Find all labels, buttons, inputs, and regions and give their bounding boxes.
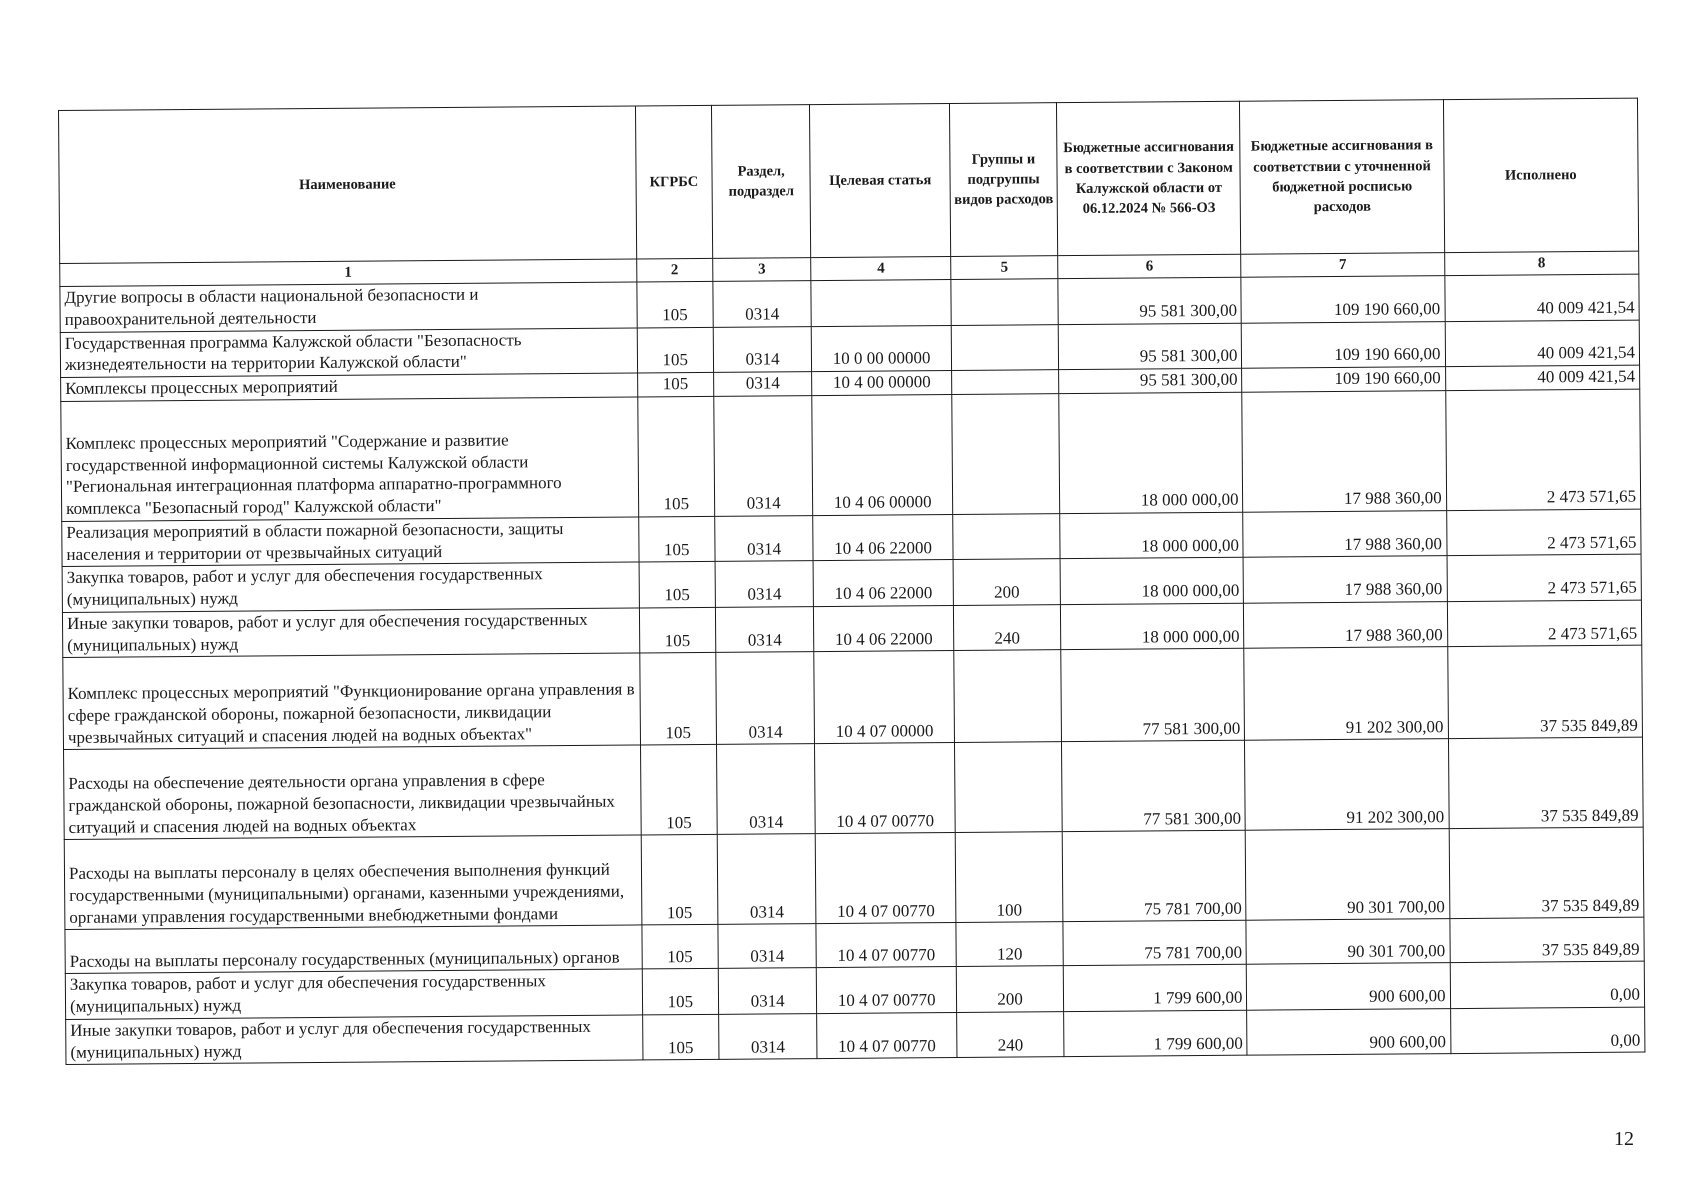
row-group: 120	[956, 922, 1063, 967]
row-group	[953, 513, 1060, 559]
column-number: 3	[713, 258, 811, 282]
table-row	[63, 645, 1643, 749]
row-name: Комплекс процессных мероприятий "Функционирование органа управления в сфере гражданской обороны, пожарной безопасности, ликвидации чрезвычайных ситуаций и спасения людей на водных объектах"	[63, 653, 640, 750]
row-group	[954, 650, 1062, 743]
budget-sheet	[58, 110, 1641, 1065]
row-kgrbs: 105	[637, 396, 714, 517]
header-law: Бюджетные ассигнования в соответствии с Законом Калужской области от 06.12.2024 № 566-ОЗ	[1057, 101, 1242, 255]
row-refined-amount: 109 190 660,00	[1242, 367, 1445, 392]
column-number: 7	[1241, 253, 1444, 278]
row-kgrbs: 105	[641, 835, 718, 926]
row-law-amount: 95 581 300,00	[1059, 368, 1243, 393]
row-target: 10 4 06 22000	[813, 560, 953, 607]
row-section: 0314	[719, 1013, 818, 1059]
row-section: 0314	[718, 968, 817, 1014]
column-number: 4	[811, 256, 951, 280]
row-target: 10 4 07 00770	[817, 1012, 957, 1059]
row-section: 0314	[714, 372, 812, 397]
column-number: 1	[60, 259, 637, 287]
row-refined-amount: 90 301 700,00	[1246, 829, 1450, 921]
row-law-amount: 77 581 300,00	[1061, 648, 1245, 741]
row-executed-amount: 37 535 849,89	[1449, 827, 1644, 919]
table-row	[61, 389, 1641, 521]
row-name: Реализация мероприятий в области пожарной безопасности, защиты населения и территории от чрезвычайных ситуаций	[62, 517, 639, 567]
row-kgrbs: 105	[639, 607, 716, 653]
row-executed-amount: 37 535 849,89	[1447, 645, 1642, 739]
row-executed-amount: 40 009 421,54	[1445, 320, 1640, 367]
row-refined-amount: 91 202 300,00	[1244, 647, 1448, 741]
row-section: 0314	[715, 561, 814, 607]
header-kgrbs: КГРБС	[635, 105, 713, 259]
row-group: 240	[953, 604, 1060, 650]
row-section: 0314	[717, 834, 816, 925]
table-row	[64, 737, 1644, 839]
row-target: 10 4 00 00000	[812, 370, 952, 395]
row-name: Иные закупки товаров, работ и услуг для обеспечения государственных (муниципальных) нужд	[62, 608, 639, 658]
row-group: 100	[955, 832, 1063, 923]
row-law-amount: 75 781 700,00	[1062, 830, 1246, 921]
row-law-amount: 18 000 000,00	[1060, 512, 1244, 559]
row-group	[951, 324, 1058, 370]
row-group	[952, 370, 1059, 395]
row-section: 0314	[713, 281, 812, 327]
row-target: 10 4 07 00770	[815, 833, 955, 924]
row-refined-amount: 90 301 700,00	[1246, 919, 1449, 965]
row-refined-amount: 900 600,00	[1247, 963, 1450, 1010]
row-law-amount: 95 581 300,00	[1058, 323, 1242, 370]
row-name: Комплекс процессных мероприятий "Содержание и развитие государственной информационной системы Калужской области "Региональная интеграционная платформа аппаратно-программного комплекса "Безопасный город" Калужской области"	[61, 397, 638, 522]
header-name: Наименование	[59, 106, 637, 264]
row-executed-amount: 40 009 421,54	[1444, 274, 1639, 321]
header-refined: Бюджетные ассигнования в соответствии с уточненной бюджетной росписью расходов	[1240, 100, 1444, 255]
row-law-amount: 18 000 000,00	[1060, 603, 1244, 650]
row-kgrbs: 105	[636, 281, 713, 327]
row-target: 10 4 06 00000	[812, 394, 953, 515]
row-kgrbs: 105	[641, 925, 718, 970]
row-name: Закупка товаров, работ и услуг для обеспечения государственных (муниципальных) нужд	[62, 562, 639, 612]
row-section: 0314	[715, 606, 814, 652]
row-law-amount: 95 581 300,00	[1058, 277, 1242, 324]
row-kgrbs: 105	[639, 562, 716, 608]
row-target: 10 4 06 22000	[813, 514, 953, 561]
row-name: Расходы на выплаты персоналу в целях обеспечения выполнения функций государственными (муниципальными) органами, казенными учреждениями, органами управления государственными внебюджетными фондами	[64, 835, 641, 930]
row-name: Комплексы процессных мероприятий	[61, 373, 638, 401]
row-section: 0314	[716, 652, 815, 745]
page-number: 12	[1614, 1128, 1634, 1150]
row-target: 10 4 07 00770	[817, 967, 957, 1014]
row-executed-amount: 0,00	[1450, 1007, 1645, 1054]
row-target: 10 4 07 00000	[814, 651, 954, 744]
row-name: Другие вопросы в области национальной безопасности и правоохранительной деятельности	[60, 282, 637, 332]
row-section: 0314	[717, 744, 816, 835]
row-group: 200	[956, 966, 1063, 1012]
row-group	[955, 742, 1063, 833]
row-target: 10 4 06 22000	[814, 605, 954, 652]
row-target: 10 4 07 00770	[816, 923, 956, 968]
row-kgrbs: 105	[640, 745, 717, 836]
column-number: 5	[951, 256, 1058, 280]
row-executed-amount: 40 009 421,54	[1445, 365, 1640, 390]
row-kgrbs: 105	[637, 372, 714, 396]
row-law-amount: 1 799 600,00	[1064, 1010, 1248, 1057]
row-refined-amount: 109 190 660,00	[1242, 321, 1445, 368]
row-law-amount: 75 781 700,00	[1063, 920, 1247, 965]
row-section: 0314	[718, 924, 817, 969]
column-number: 6	[1058, 254, 1242, 278]
row-law-amount: 18 000 000,00	[1059, 392, 1243, 513]
row-kgrbs: 105	[642, 969, 719, 1015]
column-number: 2	[636, 258, 713, 282]
table-header-row	[59, 98, 1639, 263]
row-group: 200	[953, 559, 1060, 605]
row-kgrbs: 105	[637, 327, 714, 373]
row-law-amount: 18 000 000,00	[1060, 557, 1244, 604]
row-section: 0314	[714, 395, 813, 516]
row-refined-amount: 900 600,00	[1247, 1008, 1450, 1055]
row-law-amount: 1 799 600,00	[1063, 964, 1247, 1011]
row-name: Иные закупки товаров, работ и услуг для обеспечения государственных (муниципальных) нужд	[66, 1015, 643, 1065]
header-target: Целевая статья	[810, 103, 951, 257]
row-target: 10 0 00 00000	[811, 325, 951, 372]
row-kgrbs: 105	[642, 1014, 719, 1060]
row-executed-amount: 37 535 849,89	[1448, 737, 1643, 829]
column-number: 8	[1444, 251, 1639, 276]
row-kgrbs: 105	[638, 516, 715, 562]
row-name: Государственная программа Калужской области "Безопасность жизнедеятельности на территории Калужской области"	[60, 327, 637, 377]
row-refined-amount: 109 190 660,00	[1241, 276, 1444, 323]
header-executed: Исполнено	[1443, 98, 1639, 253]
row-law-amount: 77 581 300,00	[1062, 740, 1246, 831]
row-refined-amount: 17 988 360,00	[1243, 510, 1446, 557]
header-groups: Группы и подгруппы видов расходов	[950, 103, 1058, 257]
row-section: 0314	[715, 515, 814, 561]
header-section: Раздел, подраздел	[711, 105, 810, 259]
row-group	[951, 279, 1058, 325]
row-executed-amount: 37 535 849,89	[1449, 917, 1644, 963]
row-executed-amount: 2 473 571,65	[1447, 554, 1642, 601]
row-refined-amount: 17 988 360,00	[1244, 556, 1447, 603]
row-refined-amount: 91 202 300,00	[1245, 739, 1449, 831]
row-executed-amount: 2 473 571,65	[1447, 600, 1642, 647]
row-executed-amount: 2 473 571,65	[1446, 509, 1641, 556]
row-name: Расходы на обеспечение деятельности органа управления в сфере гражданской обороны, пожарной безопасности, ликвидации чрезвычайных ситуаций и спасения людей на водных объектах	[64, 745, 641, 840]
row-executed-amount: 0,00	[1450, 961, 1645, 1008]
row-name: Расходы на выплаты персоналу государственных (муниципальных) органов	[65, 925, 642, 974]
row-target	[811, 279, 951, 326]
row-target: 10 4 07 00770	[815, 743, 955, 834]
row-group: 240	[957, 1011, 1064, 1057]
row-group	[952, 393, 1060, 514]
row-refined-amount: 17 988 360,00	[1242, 390, 1446, 512]
row-section: 0314	[713, 326, 812, 372]
row-refined-amount: 17 988 360,00	[1244, 601, 1447, 648]
row-name: Закупка товаров, работ и услуг для обеспечения государственных (муниципальных) нужд	[65, 969, 642, 1019]
row-executed-amount: 2 473 571,65	[1445, 389, 1640, 511]
table-row	[64, 827, 1644, 929]
row-kgrbs: 105	[639, 653, 716, 746]
budget-table	[58, 98, 1645, 1066]
